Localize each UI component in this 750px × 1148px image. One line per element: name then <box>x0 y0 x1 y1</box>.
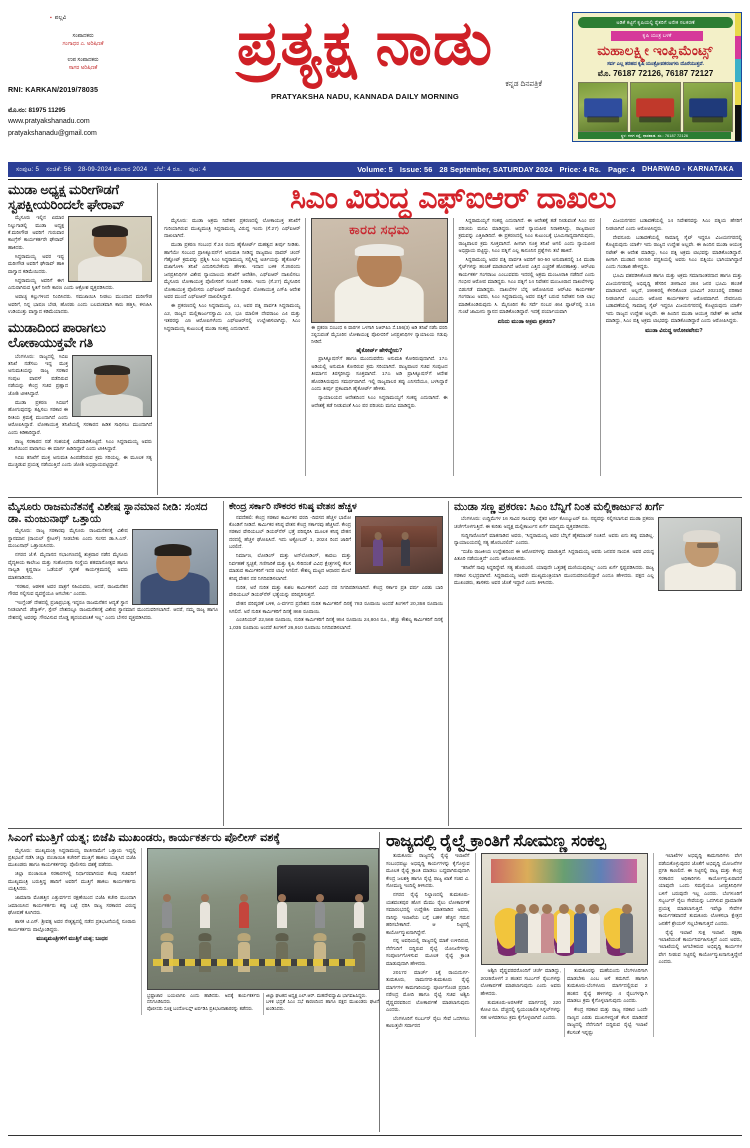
editor-name-2: ಸಾಗರ ಅರಿಷಿಣಕೆ <box>68 65 98 72</box>
dignitary-figure <box>541 913 554 953</box>
police-figure <box>199 942 211 972</box>
dignitary-figure <box>574 913 587 953</box>
photo-hair <box>155 544 192 556</box>
mid-story1-headline[interactable]: ಮೈಸೂರು ರಾಜಮನೆತನಕ್ಕೆ ವಿಶೇಷ ಸ್ಥಾನಮಾನ ನೀಡಿ: ಸಂಸದ ಡಾ. ಮಂಜುನಾಥ್ ಒತ್ತಾಯ <box>8 501 208 526</box>
lead-story <box>158 183 742 495</box>
rotavator-implement-icon <box>637 98 675 117</box>
police-figure <box>238 942 250 972</box>
left-column <box>8 183 158 495</box>
info-price-kannada: ಬೆಲೆ: 4 ರೂ. <box>154 165 183 173</box>
photo-torso <box>81 394 143 416</box>
masthead-subtitle-english: PRATYAKSHA NADU, KANNADA DAILY MORNING <box>270 92 460 102</box>
bottom-story1-photo-col <box>141 848 379 1015</box>
mid-bottom-rule <box>8 828 742 829</box>
police-figure <box>276 942 288 972</box>
photo-railway-inauguration <box>481 853 648 965</box>
editor-role-1: ಸಂಪಾದಕರು <box>72 32 94 39</box>
crowd-row-front <box>148 942 378 972</box>
dignitary-figure <box>557 913 570 953</box>
photo-kharge <box>658 517 742 591</box>
left-story2-body: ಬೆಂಗಳೂರು: ರಾಜ್ಯದಲ್ಲಿ ಸಿಬಿಐ ತನಿಖೆ ನಡೆಸಲು ಇದ್ದ ಮುಕ್ತ ಅನುಮತಿಯನ್ನು ರಾಜ್ಯ ಸರಕಾರ ಸಂಪುಟ ವಾಪಸ್ ಪಡೆದಿರುವ ನಡೆಯನ್ನು ಕೇಂದ್ರ ಸಚಿವ ಪ್ರಹ್ಲಾದ ಜೋಶಿ ಟೀಕಿಸಿದ್ದಾರೆ. ಮುಡಾ ಪ್ರಕರಣ ಸಿಬಿಐಗೆ ಹೋಗುವುದನ್ನು ತಪ್ಪಿಸಲು ಸರಕಾರ ಈ ರೀತಿಯ ಕ್ರಮಕ್ಕೆ ಮುಂದಾಗಿದೆ ಎಂದು ಆರೋಪಿಸಿದ್ದಾರೆ. ಲೋಕಾಯುಕ್ತ ತನಿಖೆಯಲ್ಲಿ ಸರಕಾರದ ಹಿಡಿತ ಸಾಧಿಸಲು ಮುಂದಾಗಿದೆ ಎಂದು ಕಿಡಿಕಾರಿದ್ದಾರೆ. ರಾಜ್ಯ ಸರಕಾರದ ನಡೆ ಸಂಶಯಕ್ಕೆ ಎಡೆಮಾಡಿಕೊಟ್ಟಿದೆ. ಸಿಎಂ ಸಿದ್ದರಾಮಯ್ಯ ಅವರು ತನಿಖೆಯಿಂದ ಪಾರಾಗಲು ಈ ಮಾರ್ಗ ಹಿಡಿದಿದ್ದಾರೆ ಎಂದು ಟೀಕಿಸಿದ್ದಾರೆ. ಸಿಬಿಐ ತನಿಖೆಗೆ ಮುಕ್ತ ಅನುಮತಿ ಹಿಂಪಡೆದಿರುವ ಕ್ರಮ ಸರಿಯಲ್ಲ. ಈ ಮೂಲಕ ಸತ್ಯ ಮುಚ್ಚಿಡುವ ಪ್ರಯತ್ನ ನಡೆಯುತ್ತಿದೆ ಎಂದು ಜೋಶಿ ಅಭಿಪ್ರಾಯಪಟ್ಟಿದ್ದಾರೆ. <box>8 354 152 469</box>
page-bottom-rule <box>8 1135 742 1136</box>
photo-workers-loading <box>355 516 443 574</box>
ad-product-photos <box>578 82 733 132</box>
info-price-label: Price: 4 Rs. <box>559 165 601 174</box>
bottom-content-area <box>8 832 742 1132</box>
photo-hair <box>683 530 721 542</box>
masthead-bullet-label: ▪ ಪಲ್ಲವಿ <box>8 14 158 23</box>
photo-torso <box>78 256 142 282</box>
advertisement-mahalakshmi-implements[interactable] <box>572 12 742 142</box>
ad-photo-trailer <box>683 82 733 132</box>
lead-col-3-text: ಸಿದ್ದರಾಮಯ್ಯಗೆ ಸಂಕಷ್ಟ ಎದುರಾಗಿದೆ. ಈ ಆದೇಶಕ್ಕೆ ತಡೆ ನೀಡುವಂತೆ ಸಿಎಂ ಪರ ಪರಿಚಯ ಮನವಿ ಮಾಡಿದ್ದರು. ಆದರೆ ನ್ಯಾಯಪೀಠ ನಿರಾಕರಿಸಿದ್ದು, ರಾಜ್ಯಪಾಲರ ಕ್ರಮವನ್ನು ಎತ್ತಿಹಿಡಿದಿದೆ. ಈ ಪ್ರಕರಣದಲ್ಲಿ ಸಿಎಂ ಕುಟುಂಬಕ್ಕೆ ಭೂಮಿಸಾಧ್ಯವಾಗಿರುವುದು, ರಾಜ್ಯಪಾಲರ ಕ್ರಮ ಸೂಕ್ತವಾಗಿದೆ. ಹೀಗಾಗಿ ಸೂಕ್ತ ತನಿಖೆ ಆಗಲಿ ಎಂದು ನ್ಯಾಯಪೀಠ ಅಭಿಪ್ರಾಯ ಪಟ್ಟಿದ್ದು, ಸಿಎಂ ಪತ್ನಿಗೆ ಎಲ್ಲ ಕಾನೂನಿನ ಪ್ರಶ್ನೆಗಳು ತಲೆ ಹಾಕಿದೆ. ಸಿದ್ದರಾಮಯ್ಯ ಅವರ ಪತ್ನಿ ಪಾರ್ವತಿ ಅವರಿಗೆ 50-50 ಅನುಪಾತದಲ್ಲಿ 14 ಮುಡಾ ಸೈಟ್‌ಗಳನ್ನು ಹಂಚಿಕೆ ಮಾಡಲಾಗಿದೆ ಆರೋಪ ಎತ್ತಿದ ಎಚ್ಚರಿಕೆ ಹೊರಹಾಕಿತ್ತು. ಆರ್‌ಟಿಐ ಕಾರ್ಯಕರ್ತ ಗಂಗರಾಜು ಎಂಬುವವರು ಇದರಲ್ಲಿ ಅಕ್ರಮ ಮಂಜೂರಾತಿ ನಡೆದಿದೆ ಎಂದು ಗಂಭೀರ ಆರೋಪ ಮಾಡಿದ್ದರು. ಸಿಎಂ ಪತ್ನಿಗೆ 14 ನಿವೇಶನ ಮಂಜೂರಾದ ದಾಖಲೆಗಳನ್ನು ಬಿಡುಗಡೆ ಮಾಡಿದ್ದರು. ದಾಖಲೆಗಳ ಬೆನ್ನ ಆರೋಪಿಸುವ ಆರ್‌ಟಿಐ ಕಾರ್ಯಕರ್ತ ಗಂಗರಾಜು ಅವರು, ಸಿಎಂ ಸಿದ್ದರಾಮಯ್ಯ ಅವರ ಪತ್ನಿಗೆ ಬರುವ ನಿವೇಶನ ನೀಡಿ ಲಾಭ ಮಾಡಿಕೊಂಡಿರುವುದು ಸಿ. ಮೈಸೂರಿನ ಕೆಲ ಸರ್ವೆ ನಂಬರ 464 ಪ್ಲಾಟ್‌ನಲ್ಲಿ 3.16 ಗುಂಟೆ ಜಾಮೀನು ಸ್ಥಾನದ ಮಾಡಿಕೊಂಡಿದ್ದಾರೆ. ಇದಕ್ಕೆ ಪರ್ಯಾಯವಾಗಿ <box>458 219 595 316</box>
lead-subhead-3: ಮುಡಾ ವಿರುದ್ಧ ಆರೋಪವೇನು? <box>645 327 703 334</box>
photo-bjp-protest <box>147 848 379 990</box>
protester-figure <box>162 902 172 928</box>
info-date-label: 28 September, SATURDAY 2024 <box>439 165 553 174</box>
mid-story2-body: ನವದೆಹಲಿ: ಕೇಂದ್ರ ಸರಕಾರ ಕಾರ್ಮಿಕರ ವರದಿ -ದಿವಸದ ಹೆಚ್ಚಳ ಭಾರೋ ಕೊಂಡಿಗೆ ನೀಡಿದೆ. ಕಾರ್ಮಿಕರ ಕನಿಷ್ಠ ವೇತನ ಕೇಂದ್ರ ಸರ್ಕಾರವು ಹೆಚ್ಚಿಸಿದೆ. ಕೇಂದ್ರ ಸರಕಾರ ವೇರಿಯಬಲ್ ಡಿಯರ್‌ನೆಸ್ ಭತ್ತೆ ಪರಿಷ್ಕರಿಸಿ ಮೂಲಕ ಕನಿಷ್ಠ ವೇತನ ದರದಲ್ಲಿ ಹೆಚ್ಚಳ ಘೋಷಿಸಿದೆ. ಇದು ಅಕ್ಟೋಬರ್ 1, 2024 ರಿಂದ ಜಾರಿಗೆ ಬರಲಿದೆ. ನಿರ್ಮಾಣ, ಲೋಡಿಂಗ್ ಮತ್ತು ಅನ್‌ಲೋಡಿಂಗ್, ಕಾವಲು ಮತ್ತು ನಿರ್ವಹಣೆ ಸ್ವಚ್ಛತೆ, ಗಣಿಗಾರಿಕೆ ಮತ್ತು ಕೃಷಿ ಸೇರಿದಂತೆ ವಿವಿಧ ಕ್ಷೇತ್ರಗಳಲ್ಲಿ ಕೆಲಸ ಮಾಡುವ ಕಾರ್ಮಿಕರಿಗೆ ಇದರ ಲಾಭ ಸಿಗಲಿದೆ. ಕೌಶಲ್ಯ ಮಟ್ಟದ ಆಧಾರದ ಮೇಲೆ ಕನಿಷ್ಠ ವೇತನ ದರ ನಿಗದಿಪಡಿಸಲಾಗಿದೆ. ನುರಿತ, ಅರೆ ನುರಿತ ಮತ್ತು ಕುಶಲ ಕಾರ್ಮಿಕರಿಗೆ ವಿವಿಧ ದರ ನಿಗದಿಪಡಿಸಲಾಗಿದೆ. ಕೇಂದ್ರ ಸರ್ಕಾರ ಪ್ರತಿ ವರ್ಷ ಎರಡು ಬಾರಿ ವೇರಿಯಬಲ್ ಡಿಯರ್‌ನೆಸ್ ಭತ್ಯೆಯನ್ನು ಪರಿಷ್ಕರಿಸುತ್ತದೆ. ವೇತನ ಪರಿಷ್ಕರಣೆ ಬಳಿಕ, ಎ-ವರ್ಗದ ಪ್ರದೇಶದ ನುರಿತ ಕಾರ್ಮಿಕರಿಗೆ ದಿನಕ್ಕೆ 783 ರೂಪಾಯಿ ಅಂದರೆ ತಿಂಗಳಿಗೆ 20,358 ರೂಪಾಯಿ ಸಿಗಲಿದೆ. ಅರೆ ನುರಿತ ಕಾರ್ಮಿಕರಿಗೆ ದಿನಕ್ಕೆ 868 ರೂಪಾಯಿ. ಎಂಜಿನಿಯರ್ 22,568 ರೂಪಾಯಿ, ನುರಿತ ಕಾರ್ಮಿಕರಿಗೆ ದಿನಕ್ಕೆ 954 ರೂಪಾಯಿ 24,804 ರೂ., ಹೆಚ್ಚು ಕೌಶಲ್ಯ ಕಾರ್ಮಿಕರಿಗೆ ದಿನಕ್ಕೆ 1,035 ರೂಪಾಯಿ ಅಂದರೆ ತಿಂಗಳಿಗೆ 26,910 ರೂಪಾಯಿ ನಿಗದಿಪಡಿಸಲಾಗಿದೆ. <box>229 515 443 631</box>
masthead <box>8 6 742 158</box>
spectacles-icon <box>697 543 718 548</box>
bottom-story2-body-1: ತುಮಕೂರು: ರಾಜ್ಯದಲ್ಲಿ ರೈಲ್ವೆ ಇಲಾಖೆಗೆ ಸಂಬಂಧಪಟ್ಟು ಅಭಿವೃದ್ಧಿ ಕಾರ್ಯಗಳನ್ನು ಕೈಗೊಳ್ಳುವ ಮೂಲಕ ರೈಲ್ವೆ ಕ್ರಾಂತಿ ಮಾಡಲು ಬದ್ಧವಾಗಿರುವುದಾಗಿ ಕೇಂದ್ರ ಜಲಶಕ್ತಿ ಹಾಗೂ ರೈಲ್ವೆ ರಾಜ್ಯ ಖಾತೆ ಸಚಿವ ವಿ. ಸೋಮಣ್ಣ ಇಂದಿಲ್ಲಿ ತಿಳಿಸಿದರು. ನಗರದ ರೈಲ್ವೆ ನಿಲ್ದಾಣದಲ್ಲಿ ತುಮಕೂರು-ಯಶವಂತಪುರ ಹೊಸ ಮೆಮು ರೈಲು ಲೋಕಾರ್ಪಣೆ ಸಮಾರಂಭದಲ್ಲಿ ಉದ್ದೇಶಿಸಿ ಮಾತನಾಡಿದ ಅವರು, ನಾನಿನ್ನು ಇಲಾಖೆಯ ಬಗ್ಗೆ ಬಹಳ ಹೆಚ್ಚಿನ ಗಮನ ಹರಿಸಬೇಕಾಗಿದೆ. ಆ ನಿಟ್ಟಿನಲ್ಲಿ ಕಾರ್ಯೋನ್ಮುಖನಾಗಿದ್ದೇನೆ. ನನ್ನ ಅವಧಿಯಲ್ಲಿ ರಾಜ್ಯದಲ್ಲಿ ಮಾತೆ ಉಳಿದಿರುವ, ನೆನೆಗುದಿಗೆ ಬಿದ್ದಿರುವ ರೈಲ್ವೆ ಯೋಜನೆಗಳನ್ನು ಸಂಪೂರ್ಣಗೊಳಿಸುವ ಮೂಲಕ ರೈಲ್ವೆ ಕ್ರಾಂತಿ ಮಾಡುವುದಾಗಿ ಹೇಳಿದರು. 2017ರ ಮಾರ್ಚ್ 1ಕ್ಕೆ ರಾಯದುರ್ಗ-ತುಮಕೂರು, ರಾಮನಗರ-ತುಮಕೂರು ರೈಲ್ವೆ ಮಾರ್ಗಗಳ ಕಾಮಗಾರಿಯನ್ನು ಪೂರ್ಣಗೊಂಡ ಪ್ರಧಾನಿ ನರೇಂದ್ರ ಮೋದಿ ಹಾಗೂ ರೈಲ್ವೆ ಸಚಿವ ಅಶ್ವಿನಿ ವೈಷ್ಣವರವರಿಂದ ಲೋಕಾರ್ಪಣೆ ಮಾಡಲಾಗುವುದು ಎಂದರು. ಬೆಂಗಳೂರಿಗೆ ಸಬರ್ಬನ್ ರೈಲು ಸೇವೆ ಒದಗಿಸಲು ಕಾಣುತ್ತಲೇ ಸರ್ವಾರದ <box>386 854 470 1030</box>
bottom-story1-caption-left: ಭ್ರಷ್ಟಾಚಾರ ಬಯಲಾಗಲಿ ಎಂದು ಹಾಡಿದರು. ಅದಕ್ಕೆ ಕಾರ್ಯಕರ್ತರು ದನಿಗೂಡಿಸಿದರು. ಪೊಲೀಸರು ಸೂಕ್ತ ಬಂದೋಬಸ್ತ್ ಏರ್ಪಡಿಸಿ ಪ್ರತಿಭಟನಾಕಾರರನ್ನು ತಡೆದರು. <box>147 992 260 1012</box>
bottom-story2-body-3: ಇಲಾಖೆಗಳ ಅಭಿವೃದ್ಧಿ ಕಾಮಗಾರಿಗಳು ವೇಗ ಪಡೆಯಕೊಳ್ಳುವುದರ ಜೊತೆಗೆ ಅಭಿವೃದ್ಧಿ ಯೋಜನೆಗಳ ಪ್ರಗತಿ ಕಾಣಲಿದೆ. ಈ ನಿಟ್ಟಿನಲ್ಲಿ ರಾಜ್ಯ ಮತ್ತು ಕೇಂದ್ರ ಸರಕಾರದ ಅಧಿಕಾರಿಗಳು ಕಾರ್ಯೋನ್ಮುಖರಾದರೆ ಯಾವುದೇ ಒಂದು ಸಮಸ್ಯೆಯೂ ಜನಪ್ರತಿನಿಧಿಗಳ ಬಳಿಗೆ ಬರುವುದೇ ಇಲ್ಲ ಎಂದರು. ಬೆಂಗಳೂರಿಗೆ ಸಬ್ಬರ್ಬನ್ ರೈಲು ಸೇವೆಯನ್ನು ಒದಗಿಸುವ ಪ್ರಾಮಾಣಿಕ ಪ್ರಯತ್ನ ಮಾಡಲಾಗುತ್ತಿದೆ. ಇವೆಲ್ಲಾ ಸೇವೆಗಳ ಕಾರ್ಯಗತವಾದರೆ ತುಮಕೂರು ಲೋಕಸಭಾ ಕ್ಷೇತ್ರದ ಜನತೆಗೆ ಶ್ರೇಯಸ್ ಸಲ್ಲಬೇಕಾಗುತ್ತದೆ ಎಂದರು. ರೈಲ್ವೆ ಇಲಾಖೆ ಸುಕ್ಷ ಇಲಾಖೆ. ರಕ್ಷಣಾ ಇಲಾಖೆಯಂತೆ ಕಾರ್ಯನಿರ್ವಹಿಸುತ್ತಿದೆ ಎಂದ ಅವರು, ಇಲಾಖೆಯಲ್ಲಿ ಆಗಬೇಕಿರುವ ಅಭಿವೃದ್ಧಿ ಕಾರ್ಯಗಳ ವೇಗ ನೀಡುವ ನಿಟ್ಟಿನಲ್ಲಿ ಕಾರ್ಯೋನ್ಮುಖನಾಗುತ್ತಿದ್ದೇನೆ ಎಂದರು. <box>658 854 742 966</box>
bottom-story2-col-2 <box>475 853 648 1037</box>
dignitary-figure <box>587 913 600 953</box>
rni-number: RNI: KARKAN/2019/78035 <box>8 85 99 95</box>
ad-phone-number: ಮೊ. 76187 72126, 76187 72127 <box>597 68 714 78</box>
barricade-shape <box>153 959 355 966</box>
bottom-story1-caption-right: ಜಿಲ್ಲಾ ಘಟಕದ ಅಧ್ಯಕ್ಷ ಎಲ್.ಆರ್. ಮಹದೇವಸ್ವಾಮಿ ಭಾಗವಹಿಸಿದ್ದರು. ಬಳಿಕ ಭದ್ರತೆ ಸಿಎಂ ಸಭೆ ಕಾರಣದಿಂದ ಹಾಗೂ ಪಕ್ಷದ ಮುಖಂಡರು ಘಟನೆ ಖಂಡಿಸಿದರು. <box>266 992 379 1012</box>
bottom-story1-body: ಮೈಸೂರು: ಮುಖ್ಯಮಂತ್ರಿ ಸಿದ್ದರಾಮಯ್ಯ ರಾಜೀನಾಮೆಗೆ ಒತ್ತಾಯ ಇದ್ದಲ್ಲಿ ಪ್ರತಿಭಟನೆ ನಡೆಸಿ ಜಿಲ್ಲಾ ಪಂಚಾಯಿತಿ ಕಚೇರಿಗೆ ಮುತ್ತಿಗೆ ಹಾಕಲು ಯತ್ನಿಸಿದ ಬಿಜೆಪಿ ಮುಖಂಡರು ಹಾಗೂ ಕಾರ್ಯಕರ್ತರನ್ನು ಪೊಲೀಸರು ವಶಕ್ಕೆ ಪಡೆದರು. ಜಿಲ್ಲಾ ಪಂಚಾಯಿತಿ ಸರಕಾರಗಳಲ್ಲಿ ನಿರ್ಧಾರವಾಗಿರುವ ಕೆಲವು ಸಚಿವರಿಗೆ ಮುಖ್ಯಮಂತ್ರಿ ಬರುತ್ತಿದ್ದ ಹಾದಿಗೆ ಅವರಿಗೆ ಮುತ್ತಿಗೆ ಹಾಕಲು ಕಾರ್ಯಕರ್ತರು ಯತ್ನಿಸಿದರು. ಜಾಮಾನಾ ಮೊಹತ್ತಿನ ಎತ್ತುವರ್ಗದ ರಕ್ಷಣೆಯಿಂದ ಬಿಜೆಪಿ ಕಚೇರಿ ಮುಂದಾಗಿ ಜಮಾಯಿಸಿದ ಕಾರ್ಯಕರ್ತರು ಕಪ್ಪು ಬಟ್ಟೆ ಧರಿಸಿ ರಾಜ್ಯ ಸರಕಾರದ ವಿರುದ್ಧ ಘೋಷಣೆ ಕೂಗಿದರು. ಶಾಸಕ ಟಿ.ಎಸ್. ಶ್ರೀವತ್ಸ ಅವರ ನೇತೃತ್ವದಲ್ಲಿ ನಡೆದ ಪ್ರತಿಭಟನೆಯಲ್ಲಿ ನೂರಾರು ಕಾರ್ಯಕರ್ತರು ಪಾಲ್ಗೊಂಡಿದ್ದರು. <box>8 848 136 933</box>
lead-col-1 <box>164 218 300 476</box>
photo-hair <box>355 244 403 256</box>
ad-footer-address: ಸ್ಥಳ: ಗದಗ ರಸ್ತೆ, ಧಾರವಾಡ. ಸಂ.: 76187 72126 <box>578 132 731 139</box>
lead-subhead-2: ಏನಿದು ಮುಡಾ ಅಕ್ರಮ ಪ್ರಕರಣ? <box>497 318 556 325</box>
bottom-story2-body-2: ಅಶ್ವಿನಿ ವೈಷ್ಣವರವರೊಂದಿಗೆ ಚರ್ಚೆ ಮಾಡಿದ್ದು, 2025ರೊಳಗೆ 2 ಹಂತದ ಸಬರ್ಬನ್ ರೈಲುಗಳನ್ನು ಲೋಕಾರ್ಪಣೆ ಮಾಡಲಾಗುವುದು ಎಂದು ಅವರು ಹೇಳಿದರು. ತುಮಕೂರು-ಅರಸೀಕೆರೆ ಮಾರ್ಗದಲ್ಲಿ 220 ಕೋಟಿ ರೂ. ವೆಚ್ಚದಲ್ಲಿ ಸ್ವಯಂಚಾಲಿತ ಸಿಗ್ನಲ್‌ಗಳನ್ನು ಸಹ ಅಳವಡಿಸಲು ಕ್ರಮ ಕೈಗೊಳ್ಳಲಾಗಿದೆ ಎಂದರು. ತುಮಕೂರನ್ನು ಮಹೆಯಂದು ಬೆಂಗಳೂರಿಗಾಗಿ ಮಾಡಬೇಕು ಎಂಬ ಆಸೆ ತಮಗಿದೆ. ಹಾಗಾಗಿ ತುಮಕೂರು-ಬೆಂಗಳೂರು ಮಾರ್ಗದಲ್ಲಿರುವ 2 ಹಂತದ ರೈಲ್ವೆ ಹಳಿಗಳನ್ನು 4 ರೈಲುಗಳನ್ನಾಗಿ ಮಾಡಲು ಕ್ರಮ ಕೈಗೊಳ್ಳಲಾಗುವುದು ಎಂದರು. ಕೇಂದ್ರ ಸರಕಾರ ಮತ್ತು ರಾಜ್ಯ ಸರಕಾರ ಒಂದೇ ನಾಣ್ಯದ ಎರಡು ಮುಖಗಳಿದ್ದಂತೆ ಕೆಲಸ ಮಾಡಿದರೆ ರಾಜ್ಯದಲ್ಲಿ ನೆನೆಗುದಿಗೆ ಬಿದ್ದಿರುವ ರೈಲ್ವೆ ಇಲಾಖೆ ಕೆಲಸಂತೆ ಇನ್ನಷ್ಟು <box>480 969 648 1036</box>
ad-brand-name: ಮಹಾಲಕ್ಷ್ಮೀ ಇಂಪ್ಲಿಮೆಂಟ್ಸ್ <box>597 42 713 58</box>
photo-kumaraswamy <box>72 355 152 417</box>
photo-hair <box>94 365 130 375</box>
mid-story-2 <box>223 501 448 826</box>
trailer-implement-icon <box>689 98 727 117</box>
protester-figure <box>315 902 325 928</box>
photo-siddaramaiah <box>311 218 447 323</box>
email-address[interactable]: pratyakshanadu@gmail.com <box>8 130 97 138</box>
ad-photo-plough <box>578 82 628 132</box>
mid-story-3 <box>448 501 742 826</box>
ad-top-banner: ಅಡಿಕೆ ಕಟ್ಟಿಗೆ ಕೃಷಿಯಲ್ಲಿ ರೈತರಿಗೆ ಅನೇಕ ಸಲಕರಣೆ <box>578 17 733 28</box>
mid-story3-body: ಬೆಂಗಳೂರು: ಉದ್ದಿಮೆಗಳ 16 ಸಾವಿರ ಸಾಲವನ್ನು ರೈತರ ಆರ್ಥ ಕೊಂಬ್ಯುಟರ್ ರೂ. ನಷ್ಟವನ್ನು ಸಲ್ಲಿಸಲಾಗುವ ಮುಡಾ ಪ್ರಕರಣ ಚರ್ಚೆಗೊಳಗುತ್ತಿದೆ. ಈ ಕುರಿತು ಅಧ್ಯಕ್ಷ ಮಲ್ಲಿಕಾರ್ಜುನ ಖರ್ಗೆ ಮಾಧ್ಯಮ ವ್ಯಕ್ತಪಡಿಸಿದರು. ಸುದ್ದಿಗಾರೊಂದಿಗೆ ಮಾತನಾಡಿದ ಅವರು, "ಸಿದ್ದರಾಮಯ್ಯ ಅವರ ಬೆನ್ನಿಗೆ ಹೈಕಮಾಂಡ್ ನಿಂತಿದೆ. ಅವರು ಏನು ತಪ್ಪು ಮಾಡಿಲ್ಲ. ನ್ಯಾಯಾಲಯದಲ್ಲಿ ಸತ್ಯ ಹೊರಬರಲಿದೆ" ಎಂದರು. "ಬಿಜೆಪಿ ರಾಜಕೀಯ ಉದ್ದೇಶದಿಂದ ಈ ಆರೋಪಗಳನ್ನು ಮಾಡುತ್ತಿದೆ. ಸಿದ್ದರಾಮಯ್ಯ ಅವರು ಜನಪರ ನಾಯಕ. ಅವರ ವಿರುದ್ಧ ಪಿತೂರಿ ನಡೆಯುತ್ತಿದೆ" ಎಂದು ಆರೋಪಿಸಿದರು. "ತನಿಖೆಗೆ ನಾವು ಸಿದ್ಧರಿದ್ದೇವೆ. ಸತ್ಯ ಹೊರಬರಲಿ. ಯಾವುದೇ ಒತ್ತಡಕ್ಕೆ ಮಣಿಯುವುದಿಲ್ಲ" ಎಂದು ಖರ್ಗೆ ಸ್ಪಷ್ಟಪಡಿಸಿದರು. ರಾಜ್ಯ ಸರಕಾರ ಸುಭದ್ರವಾಗಿದೆ. ಸಿದ್ದರಾಮಯ್ಯ ಅವರೇ ಮುಖ್ಯಮಂತ್ರಿಯಾಗಿ ಮುಂದುವರಿಯಲಿದ್ದಾರೆ ಎಂದೂ ಹೇಳಿದರು. ಪಕ್ಷದ ಎಲ್ಲ ಮುಖಂಡರು, ಶಾಸಕರು ಅವರ ಜೊತೆ ಇದ್ದಾರೆ ಎಂದು ತಿಳಿಸಿದರು. <box>454 517 654 587</box>
left-story1-body: ಮೈಸೂರು ಇಲ್ಲಿನ ಏಮಾರ ನಿಲ್ಲುಗಾಡಲ್ಲಿ ಮುಡಾ ಅಧ್ಯಕ್ಷ ಕೆ.ಮರೀಗೌಡ ಅವರಿಗೆ ಗುರುವಾರ ಕಾಂಗ್ರೆಸ್ ಕಾರ್ಯಕರ್ತರೇ ಘೇರಾವ್ ಹಾಕಿದರು. ಸಿದ್ದರಾಮಯ್ಯ ಅವರ ಇಷ್ಟ ಮರೀಗೌಡ ಅವರಿಗೆ ಘೇರಾವ್ ಹಾಕಿ ವಾಗ್ವಾದ ಕಡಿಮೆಯಿದರು. ಸಿದ್ದರಾಮಯ್ಯ ಅವರಿಗೆ ಈಗ ಎದುರಾಗಿರುವ ಸ್ಥಿತಿಗೆ ನೀನೇ ಕಾರಣ ಎಂದು ಆಕ್ರೋಶ ವ್ಯಕ್ತಪಡಿಸಿದರು. ಅವಾಚ್ಯ ಕಲ್ಲುಗಳಿಂದ ನಿಂದಿಸಿದರು. ಸಮಜಾಯಿಸಿ ನೀಡಲು ಮುಂದಾದ ಮರೀಗೌಡ ಅವರಿಗೆ, ನಿನ್ನ ಭಾಷಣ ಬೇಡ, ಹೊರಡು ಎಂದು ಬಲವಂತವಾಗಿ ಕಾರು ಹತ್ತಿಸಿ, ಕಳುಹಿಸಿ ಉಡಿಯುತ್ತು ವಾಗ್ವಾದ ಕಡಿಮೆಯಾದರು. <box>8 216 152 316</box>
editor-credit-1 <box>8 32 158 48</box>
worker-figure-2 <box>401 539 410 566</box>
photo-backdrop-text: ಕಾರದ ಸಧಮ <box>349 222 410 238</box>
bottom-story1-subhead: ಮುಖ್ಯಮಂತ್ರಿಗಳಿಗೆ ಮುತ್ತಿಗೆ ಯತ್ನ; ಬಂಧನ <box>36 936 108 943</box>
info-volume-kannada: ಸಂಪುಟ: 5 <box>16 165 40 173</box>
mid-story-1 <box>8 501 223 826</box>
bottom-story-2 <box>380 832 742 1132</box>
info-issue-kannada: ಸಂಚಿಕೆ: 56 <box>46 165 72 173</box>
bottom-story1-text-col <box>8 848 136 1015</box>
editor-name-1: ಗಂಗಾಧರ ಎ. ಅರಿಷಿಣಕೆ <box>62 40 104 47</box>
protester-figure <box>277 902 287 928</box>
mid-story3-headline[interactable]: ಮುಡಾ ಸಣ್ಣ ಪ್ರಕರಣ: ಸಿಎಂ ಬೆನ್ನಿಗೆ ನಿಂತ ಮಲ್ಲಿಕಾರ್ಜುನ ಖರ್ಗೆ <box>454 501 665 513</box>
ad-pink-banner: ಕೃಷಿ ಯಂತ್ರ ಬಳಕೆ <box>611 31 703 41</box>
police-figure <box>353 942 365 972</box>
masthead-info-block <box>8 6 158 140</box>
dignitary-figure <box>528 913 541 953</box>
masthead-title-block <box>158 6 572 101</box>
mid-story1-body: ಮೈಸೂರು: ರಾಜ್ಯ ಸರಕಾರವು ಮೈಸೂರು ರಾಜಮನೆತನಕ್ಕೆ ವಿಶೇಷ ಸ್ಥಾನಮಾನ (ರಾಯಲ್ ಸ್ಟೇಟಸ್) ನೀಡಬೇಕು ಎಂದು ಸಂಸದ ಡಾ.ಸಿ.ಎನ್. ಮಂಜುನಾಥ್ ಒತ್ತಾಯಿಸಿದರು. ನಗರದ ಜೆ.ಕೆ. ಮೈದಾನದ ಸಭಾಂಗಣದಲ್ಲಿ ಶುಕ್ರವಾರ ನಡೆದ ಮೈಸೂರು ವೈದ್ಯಕೀಯ ಕಾಲೇಜು ಮತ್ತು ಸಂಶೋಧನಾ ಸಂಸ್ಥೆಯ ಶತಮಾನೋತ್ಸವ ಹಾಗೂ ನಾಲ್ವಡಿ ಕೃಷ್ಣರಾಜ ಒಡೆಯರ್ ಸ್ಮರಣೆ ಕಾರ್ಯಕ್ರಮದಲ್ಲಿ ಅವರು ಮಾತನಾಡಿದರು. "ಸರಕಾರ, ಆಡಳಿತ ಅವರ ಪಾತ್ರಗೆ ಸಹಿಯವರು, ಆದರೆ, ರಾಜಮನೆತನ ಗೌರವ ಸಲ್ಲಿಸುವ ವ್ಯವಸ್ಥೆಯೂ ಆಗಬೇಕು" ಎಂದರು. "ಇಂಗ್ಲೆಂಡ್ ದೇಶದಲ್ಲಿ ಪ್ರಜಾಪ್ರಭುತ್ವ ಇದ್ದರೂ ರಾಜಮನೆತನ ಆದ್ಯತೆ ಸ್ಥಾನ ನೀಡಲಾಗಿದೆ. ಡೆನ್ಮಾರ್ಕ್, ಸ್ಪೇನ್ ದೇಶದಲ್ಲೂ ರಾಜಮನೆತನಕ್ಕೆ ವಿಶೇಷ ಸ್ಥಾನಮಾನ ಮುಂದುವರಿಸಲಾಗಿದೆ. ಆದರೆ, ನಮ್ಮ ರಾಜ್ಯ ಹಾಗೂ ದೇಶದಲ್ಲಿ ಅವರನ್ನು ಗೌರವಿಸುವ ದೊಡ್ಡ ಹೃದಯವಂತಿಕೆ ಇಲ್ಲ" ಎಂದು ಬೇಸರ ವ್ಯಕ್ತಪಡಿಸಿದರು. <box>8 529 218 621</box>
mid-story2-headline[interactable]: ಕೇಂದ್ರ ಸರ್ಕಾರಿ ನೌಕರರ ಕನಿಷ್ಠ ವೇತನ ಹೆಚ್ಚಳ <box>229 501 357 511</box>
bottom-story2-col-3 <box>653 853 743 1037</box>
left-story2-headline[interactable]: ಮುಡಾದಿಂದ ಪಾರಾಗಲು ಲೋಕಾಯುಕ್ತವೇ ಗತಿ <box>8 320 106 351</box>
lead-col-2-text: ಪ್ರಾಸಿಕ್ಯೂಷನ್‌ಗೆ ಹಾಗೂ ಮುಂದುವರೆದು ಅನುಮತಿ ಕೋರಿರುವುದಾಗಿದೆ. 17ಎ ಅಡಿಯಲ್ಲಿ ಅನುಮತಿ ಕೋರಿರುವ ಕ್ರಮ ಸರಿಯಾಗಿದೆ. ರಾಜ್ಯಪಾಲರ ಸಚಿವ ಸಂಪುಟದ ತೀರ್ಮಾನ ತಿರಸ್ಕರಿಸಿದ್ದು ಸೂಕ್ತವಾಗಿದೆ. 17ಎ ಅಡಿ ಪ್ರಾಸಿಕ್ಯೂಷನ್‌ಗೆ ಆದೇಶ ಹೊರಡಿಸಿರುವುದು ಸಮರ್ಥವಾಗಿದೆ. ಇಲ್ಲಿ ರಾಜ್ಯಪಾಲರ ತಪ್ಪು ಎನಿಸದೆಯೂ, ಬಳಸಿದ್ದಾರೆ ಎಂದು ತೀರ್ಪು ಪ್ರಕಟವಾಗಿ ಹೈಕೋರ್ಟ್ ಹೇಳಿತು. ನ್ಯಾಯಾಲಯದ ಆದೇಶದಿಂದ ಸಿಎಂ ಸಿದ್ದರಾಮಯ್ಯಗೆ ಸಂಕಷ್ಟ ಎದುರಾಗಿದೆ. ಈ ಆದೇಶಕ್ಕೆ ತಡೆ ನೀಡುವಂತೆ ಸಿಎಂ ಪರ ಪರಿಚಯ ಮನವಿ ಮಾಡಿದ್ದರು. <box>311 357 448 409</box>
protester-figure <box>200 902 210 928</box>
info-place-label: DHARWAD - KARNATAKA <box>641 166 734 173</box>
worker-figure-1 <box>373 539 382 566</box>
dignitary-figure <box>515 913 528 953</box>
info-page-label: Page: 4 <box>607 165 635 174</box>
page-title: ಪ್ರತ್ಯಕ್ಷ ನಾಡು <box>236 9 494 78</box>
protester-figure <box>354 902 364 928</box>
main-bottom-rule <box>8 497 742 498</box>
photo-manjunath <box>132 529 218 605</box>
police-figure <box>314 942 326 972</box>
info-issue-label: Issue: 56 <box>399 165 433 174</box>
masthead-subtitle-kannada: ಕನ್ನಡ ದಿನಪತ್ರಿಕೆ <box>505 79 542 89</box>
editor-credit-2 <box>8 56 158 72</box>
editor-role-2: ಉಪ ಸಂಪಾದಕರು <box>67 56 99 63</box>
lead-col-3 <box>453 218 595 476</box>
mid-content-area <box>8 501 742 826</box>
crowd-row-back <box>148 902 378 928</box>
lead-story-columns <box>164 218 742 476</box>
lead-col-4-text: ವಿಜಯನಗರದ ಬಡಾವಣೆಯಲ್ಲಿ 14 ನಿವೇಶನವನ್ನು ಸಿಎಂ ಪತ್ನಿಯ ಹೆಸರಿಗೆ ನೀಡಲಾಗಿದೆ ಎಂದು ಆರೋಪಿಸಿದ್ದರು. ದೇವನೂರು ಬಡಾವಣೆಯಲ್ಲಿ ಸಾಮಾನ್ಯ ಸೈಟ್ ಇದ್ದರೂ ವಿಜಯನಗರದಲ್ಲಿ ಕೊಟ್ಟಿರುವುದು ಯಾಕೆ? ಇದು ರಾಜ್ಯದ ಉದ್ದೇಶ ಅಲ್ಲವೇ. ಈ ಹಿಂದಿನ ಮುಡಾ ಆಯುಕ್ತ ನಟೇಶ್ ಈ ಆದೇಶ ಮಾಡಿದ್ದು, ಸಿಎಂ ಪತ್ನಿ ಅಕ್ರಮ ಲಾಭವನ್ನು ಮಾಡಿಕೊಂಡಿದ್ದಾರೆ. ಹೀಗಾಗಿ ಮುಡಾದ 50:50 ಪದ್ಧತಿಯಲ್ಲಿ ಅವರು ಸಿಎಂ ಪತ್ನಿಯು ಭಾಗಿಯಾಗಿದ್ದಾರೆ ಎಂದು ಗಂಡಾಖಿ ಹೇಳಿದ್ದರು. ಭೂಮಿ ವಶಪಡಿಸಿಕೊಂಡ ಹಾಗೂ ಮತ್ತು ಅಕ್ರಮ ಸಮಾನಾಂತರದಾದ ಹಾಗೂ ಮತ್ತು ವಿಜಯನಗರದಲ್ಲಿ ಅಭಿವೃದ್ಧಿ ಹೆಸರಿನ 38ಸಾವಿರ 284 ಜನರ ಭೂಮಿ ಹಂಚಿಕೆ ಮಾಡಲಾಗಿದೆ. ಅಲ್ಲದೆ, 1998ರಲ್ಲಿ ಕೆಳದಿಕೊಂಡ ಭೂಮಿಗೆ 2021ರಲ್ಲಿ ಪರಿಹಾರ ನೀಡಲಾಗಿದೆ ಎಂಬುದು ಆರೋಪ ಕಾರ್ಯಕರ್ತರ ಆರೋಪವಾಗಿದೆ. ದೇವನೂರು ಬಡಾವಣೆಯಲ್ಲಿ ಸಾಮಾನ್ಯ ಸೈಟ್ ಇದ್ದರೂ ವಿಜಯನಗರದಲ್ಲಿ ಕೊಟ್ಟಿರುವುದು ಯಾಕೆ? ಇದು ರಾಜ್ಯದ ಉದ್ದೇಶ ಅಲ್ಲವೇ. ಈ ಹಿಂದಿನ ಮುಡಾ ಆಯುಕ್ತ ನಟೇಶ್ ಈ ಆದೇಶ ಮಾಡಿದ್ದು, ಸಿಎಂ ಪತ್ನಿ ಅಕ್ರಮ ಲಾಭವನ್ನು ಮಾಡಿಕೊಂಡಿದ್ದಾರೆ ಎಂದು ಆರೋಪಿಸಿದ್ದರು. <box>605 219 742 325</box>
info-volume-label: Volume: 5 <box>357 165 393 174</box>
bottom-story1-columns <box>8 848 379 1015</box>
lead-subhead-1: ಹೈಕೋರ್ಟ್ ಹೇಳಿದ್ದೇನು? <box>356 347 403 354</box>
info-pages-kannada: ಪುಟ: 4 <box>189 165 207 173</box>
website-url[interactable]: www.pratyakshanadu.com <box>8 118 90 126</box>
police-figure <box>161 942 173 972</box>
dignitary-figure <box>620 913 633 953</box>
left-story1-headline[interactable]: ಮುಡಾ ಅಧ್ಯಕ್ಷ ಮರೀಗೌಡಗೆ ಸ್ವಪಕ್ಷೀಯರಿಂದಲೇ ಘೇರಾವ್ <box>8 182 125 212</box>
bottom-story2-columns <box>386 853 742 1037</box>
bottom-story-1 <box>8 832 380 1132</box>
color-registration-strip <box>735 13 741 141</box>
photo-hair <box>92 225 128 237</box>
ad-photo-rotavator <box>630 82 680 132</box>
lead-col-1-text: ಮೈಸೂರು: ಮುಡಾ ಅಕ್ರಮ ನಿವೇಶನ ಪ್ರಕರಣದಲ್ಲಿ ಲೋಕಾಯುಕ್ತ ತನಿಖೆಗೆ ಗುರಿಯಾಗಿರುವ ಮುಖ್ಯಮಂತ್ರಿ ಸಿದ್ದರಾಮಯ್ಯ ವಿರುದ್ಧ ಇಂದು (ಸೆ.27) ಎಫ್‌ಐಆರ್ ದಾಖಲಾಗಿದೆ. ಮುಡಾ ಪ್ರಕರಣ ಸಂಬಂಧ ಸೆ.24 ರಂದು ಹೈಕೋರ್ಟ್ ಮಹತ್ವದ ತೀರ್ಪು ನೀಡಿತು. ಹಾಗೆಯೇ ಸಂಬಂಧ ಪ್ರಾಸಿಕ್ಯೂಷನ್‌ಗೆ ಅನುಮತಿ ನೀಡಿದ್ದ ರಾಜ್ಯಪಾಲ ಥಾವರ್ ಚಂದ್ ಗೆಹ್ಲೋಟ್ ಕ್ರಮವನ್ನು ಪ್ರಶ್ನಿಸಿ ಸಿಎಂ ಸಿದ್ದರಾಮಯ್ಯ ಸಲ್ಲಿಸಿದ್ದ ಅರ್ಜಿಯನ್ನು ಹೈಕೋರ್ಟ್ ವಜಾಗೊಳಿಸಿ ತನಿಖೆ ಎದುರಿಸಬೇಕೆಂದು ಹೇಳಿತು. ಇದಾದ ಬಳಿಕ ಸೆ.25ರಂದು ಜನಪ್ರತಿನಿಧಿಗಳ ವಿಶೇಷ ನ್ಯಾಯಾಲಯ ತನಿಖೆಗೆ ಆದೇಶಿಸಿ, ಎಫ್‌ಐಆರ್ ದಾಖಲಿಸಲು ಮೈಸೂರು ಲೋಕಾಯುಕ್ತ ಪೊಲೀಸರಿಗೆ ಸೂಚನೆ ನೀಡಿತು. ಇಂದು (ಸೆ.27) ಮೈಸೂರಿನ ಲೋಕಾಯುಕ್ತ ಪೊಲೀಸರು ಎಫ್‌ಐಆರ್ ದಾಖಲಿಸಿದ್ದಾರೆ. ಲೋಕಾಯುಕ್ತ ಎಸ್‌ಪಿ ಆದೇಶ ಅವರ ಮುಂದೆ ಎಫ್‌ಐಆರ್ ದಾಖಲಿಸಿದ್ದಾರೆ. ಈ ಪ್ರಕರಣದಲ್ಲಿ ಸಿಎಂ ಸಿದ್ದರಾಮಯ್ಯ, ಎ1, ಅವರ ಪತ್ನಿ ಪಾರ್ವತಿ ಸಿದ್ದರಾಮಯ್ಯ ಎ2, ರಾಜ್ಯದ ಮಲ್ಲಿಕಾರ್ಜುನಸ್ವಾಮಿ ಎ3, ಭೂ ಮಾಲೀಕ ದೇವರಾಜು ಎ4 ಮತ್ತು ಇತರರನ್ನು ಎ5 ಆರೋಪಿಗಳೆಂದು ಎಫ್‌ಐಆರ್‌ನಲ್ಲಿ ಉಲ್ಲೇಖಿಸಲಾಗಿದ್ದು, ಸಿಎಂ ಸಿದ್ದರಾಮಯ್ಯ ಕುಟುಂಬಕ್ಕೆ ಮುಡಾ ಸಂಕಷ್ಟ ಎದುರಾಗಿದೆ. <box>164 219 301 332</box>
plough-implement-icon <box>584 98 622 117</box>
info-date-kannada: 28-09-2024 ಶನಿವಾರ 2024 <box>78 165 148 173</box>
ad-tagline: ಸರ್ವ ಎಲ್ಲ ತರಹದ ಕೃಷಿ ಯಂತ್ರೋಪಕರಣಗಳು ದೊರೆಯುತ್ತವೆ. <box>607 61 704 67</box>
lead-col-4 <box>600 218 742 476</box>
masthead-bottom-rule <box>8 179 742 180</box>
protester-figure <box>239 902 249 928</box>
issue-info-bar <box>8 162 742 177</box>
lead-col-2-photo <box>305 218 447 476</box>
photo-marigowda <box>68 216 152 282</box>
bottom-story1-captions <box>147 993 379 1015</box>
bottom-story1-headline[interactable]: ಸಿಎಂಗೆ ಮುತ್ತಿಗೆ ಯತ್ನ; ಬಿಜೆಪಿ ಮುಖಂಡರು, ಕಾರ್ಯಕರ್ತರು ಪೊಲೀಸ್ ವಶಕ್ಕೆ <box>8 832 280 844</box>
bottom-story2-col-1 <box>386 853 470 1037</box>
main-content-area <box>8 183 742 495</box>
lead-photo-caption: ಈ ಪ್ರಕರಣ ಸಂಬಂಧ 6 ವಾರಗಳ ಒಳಗಾಗಿ ಸಿಆರ್‌ಪಿಸಿ ಸೆ.156(3) ಅಡಿ ತನಿಖೆ ನಡೆಸಿ ವರದಿ ಸಲ್ಲಿಸುವಂತೆ ಮೈಸೂರಿನ ಲೋಕಾಯುಕ್ತ ಪೊಲೀಸರಿಗೆ ಜನಪ್ರತಿನಿಧಿಗಳ ನ್ಯಾಯಾಲಯ ಗಡುವು ನೀಡಿದೆ. <box>311 325 448 344</box>
bottom-story2-sub-columns <box>481 968 648 1037</box>
lead-headline[interactable]: ಸಿಎಂ ವಿರುದ್ಧ ಎಫ್‌ಐಆರ್ ದಾಖಲು <box>290 182 616 215</box>
bottom-story2-headline[interactable]: ರಾಜ್ಯದಲ್ಲಿ ರೈಲ್ವೆ ಕ್ರಾಂತಿಗೆ ಸೋಮಣ್ಣ ಸಂಕಲ್ಪ <box>386 832 606 850</box>
stage-banner-shape <box>491 859 636 883</box>
contact-phone: ಮೊ.ನಂ: 81975 11295 <box>8 107 66 115</box>
